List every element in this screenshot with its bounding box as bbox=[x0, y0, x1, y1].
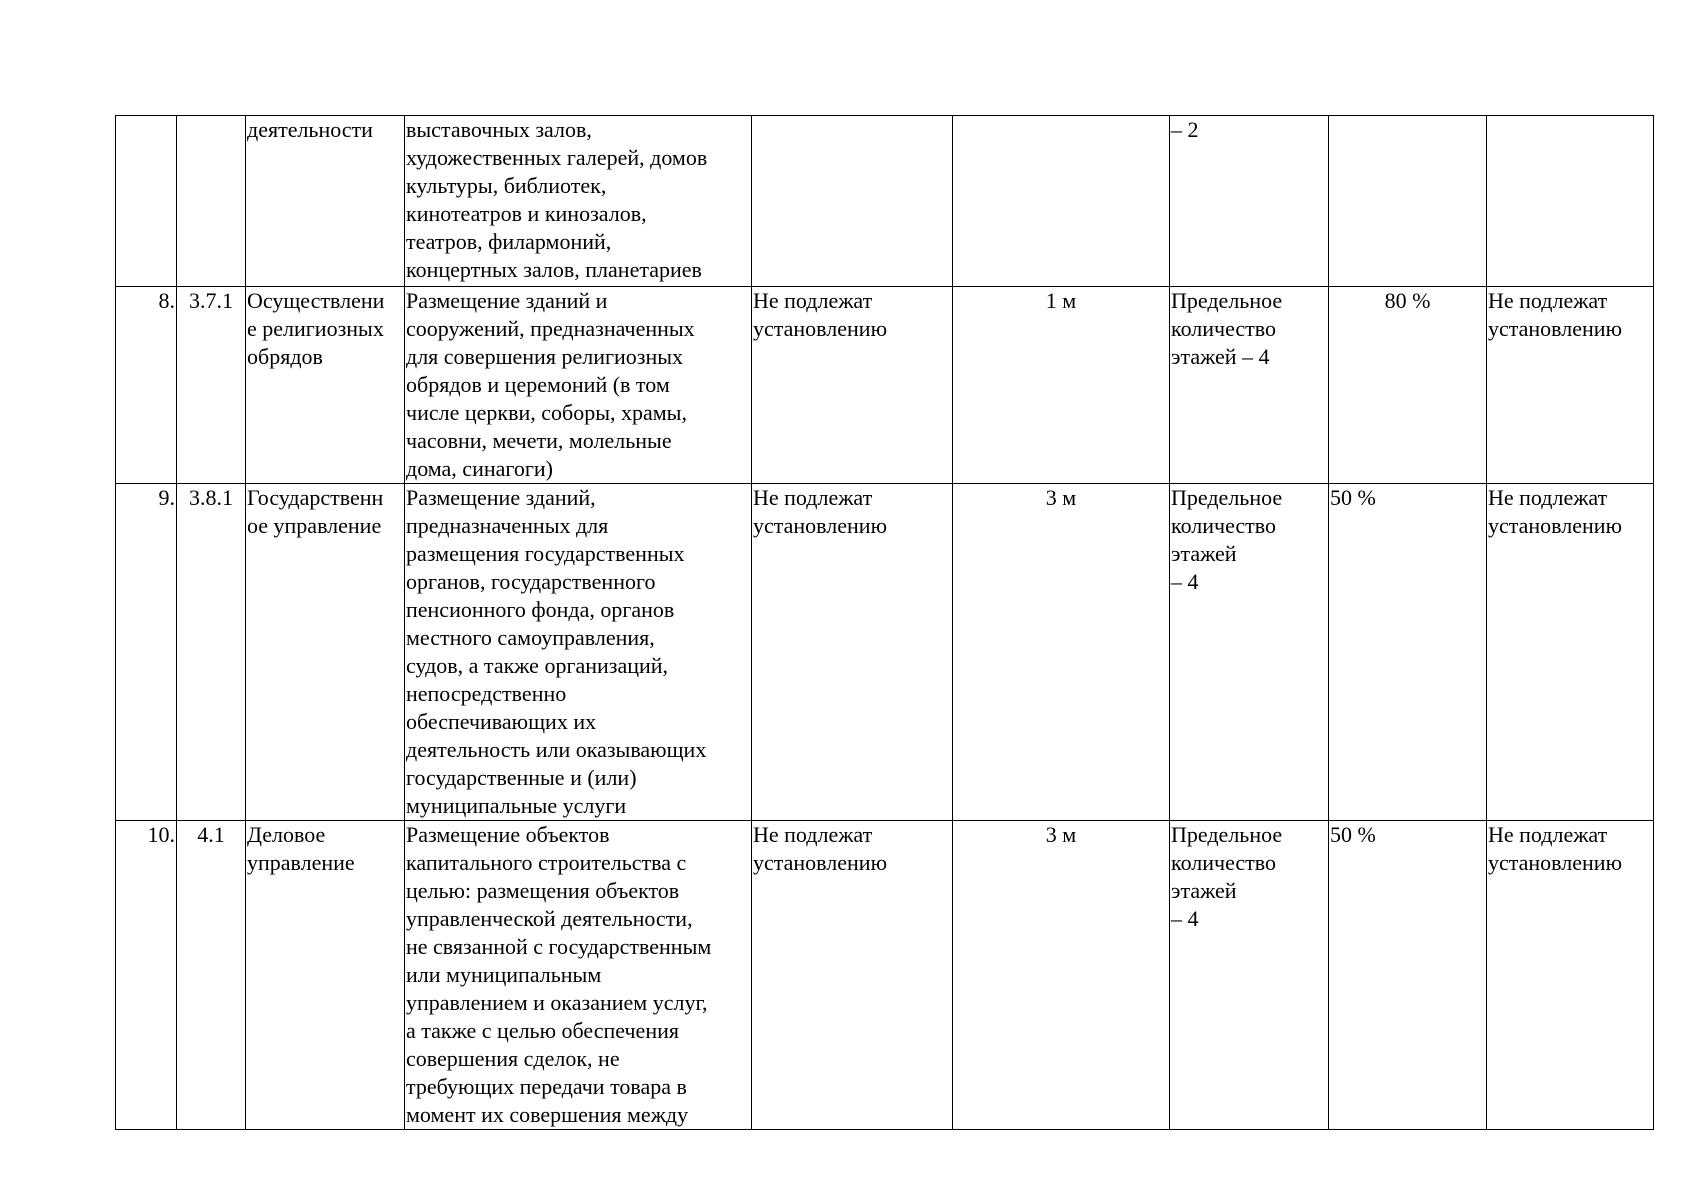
classification-code-cell: 3.8.1 bbox=[177, 484, 246, 821]
other-params-cell: Не подлежат установлению bbox=[1487, 484, 1654, 821]
floors-cell: – 2 bbox=[1170, 116, 1329, 287]
classification-code-cell bbox=[177, 116, 246, 287]
setback-cell: 3 м bbox=[953, 484, 1170, 821]
land-use-regulations-table bbox=[115, 115, 1654, 1130]
coverage-cell: 80 % bbox=[1329, 287, 1487, 484]
setback-cell: 3 м bbox=[953, 821, 1170, 1130]
use-description-cell: Размещение зданий и сооружений, предназначенных для совершения религиозных обрядов и церемоний (в том числе церкви, соборы, храмы, часовни, мечети, молельные дома, синагоги) bbox=[405, 287, 752, 484]
setback-cell: 1 м bbox=[953, 287, 1170, 484]
use-description-cell: Размещение зданий, предназначенных для размещения государственных органов, государственного пенсионного фонда, органов местного самоуправления, судов, а также организаций, непосредственно обеспечивающих их деятельность или оказывающих государственные и (или) муниципальные услуги bbox=[405, 484, 752, 821]
table-row bbox=[116, 287, 1654, 484]
other-params-cell: Не подлежат установлению bbox=[1487, 821, 1654, 1130]
row-number-cell: 8. bbox=[116, 287, 177, 484]
classification-code-cell: 4.1 bbox=[177, 821, 246, 1130]
table-row bbox=[116, 116, 1654, 287]
use-description-cell: выставочных залов, художественных галерей, домов культуры, библиотек, кинотеатров и кинозалов, театров, филармоний, концертных залов, планетариев bbox=[405, 116, 752, 287]
use-name-cell: деятельности bbox=[246, 116, 405, 287]
use-name-cell: Государственн ое управление bbox=[246, 484, 405, 821]
floors-cell: Предельное количество этажей – 4 bbox=[1170, 821, 1329, 1130]
min-size-cell: Не подлежат установлению bbox=[752, 287, 953, 484]
table-row bbox=[116, 821, 1654, 1130]
coverage-cell: 50 % bbox=[1329, 821, 1487, 1130]
row-number-cell: 10. bbox=[116, 821, 177, 1130]
table-row bbox=[116, 484, 1654, 821]
coverage-cell bbox=[1329, 116, 1487, 287]
row-number-cell: 9. bbox=[116, 484, 177, 821]
floors-cell: Предельное количество этажей – 4 bbox=[1170, 484, 1329, 821]
use-name-cell: Осуществлени е религиозных обрядов bbox=[246, 287, 405, 484]
row-number-cell bbox=[116, 116, 177, 287]
setback-cell bbox=[953, 116, 1170, 287]
other-params-cell bbox=[1487, 116, 1654, 287]
classification-code-cell: 3.7.1 bbox=[177, 287, 246, 484]
min-size-cell: Не подлежат установлению bbox=[752, 484, 953, 821]
use-name-cell: Деловое управление bbox=[246, 821, 405, 1130]
min-size-cell: Не подлежат установлению bbox=[752, 821, 953, 1130]
other-params-cell: Не подлежат установлению bbox=[1487, 287, 1654, 484]
floors-cell: Предельное количество этажей – 4 bbox=[1170, 287, 1329, 484]
min-size-cell bbox=[752, 116, 953, 287]
coverage-cell: 50 % bbox=[1329, 484, 1487, 821]
use-description-cell: Размещение объектов капитального строительства с целью: размещения объектов управленческой деятельности, не связанной с государственным или муниципальным управлением и оказанием услуг, а также с целью обеспечения совершения сделок, не требующих передачи товара в момент их совершения между bbox=[405, 821, 752, 1130]
